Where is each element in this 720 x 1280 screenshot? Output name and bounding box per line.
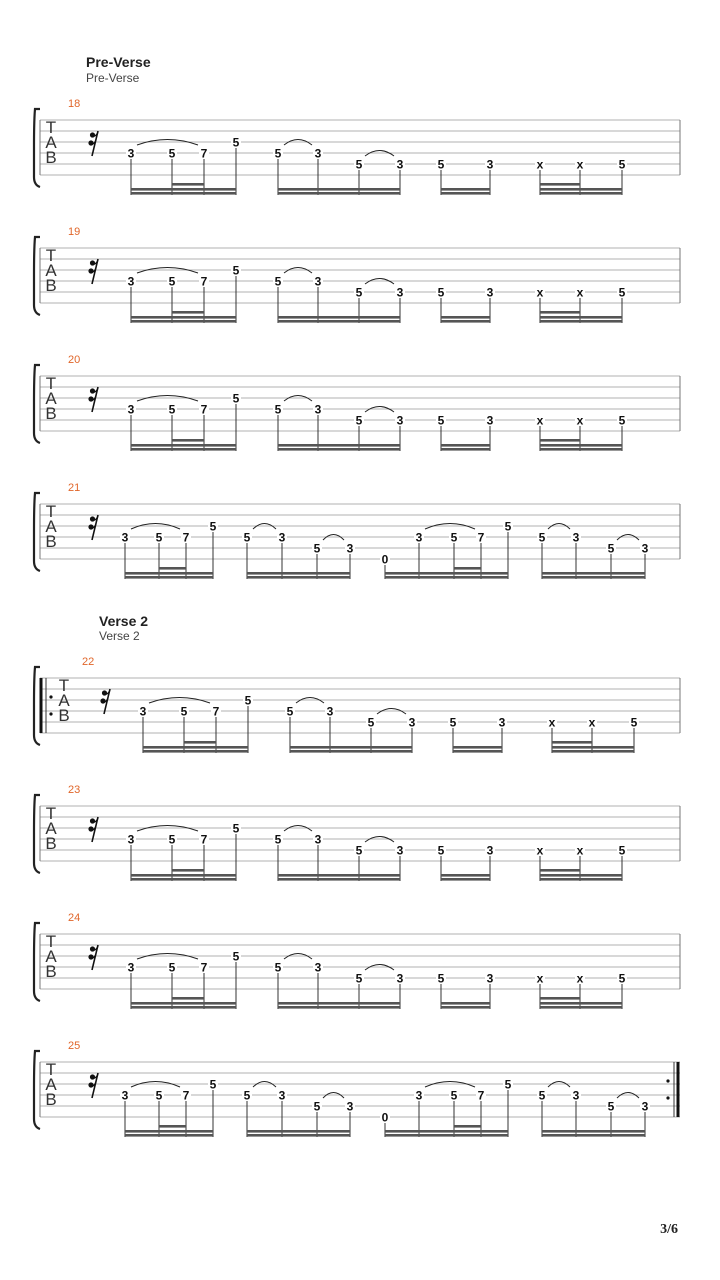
beam [278,448,400,451]
tab-clef-letter: T [45,502,57,521]
fret-number: x [536,157,544,172]
fret-number: 3 [498,715,506,730]
beam [143,750,248,753]
fret-number: 5 [618,843,626,858]
fret-number: 5 [355,157,363,172]
fret-number: 3 [314,274,322,289]
fret-number: x [576,413,584,428]
beam-secondary [454,1125,481,1128]
beam [131,878,236,881]
tab-clef-letter: T [45,246,57,265]
tab-staff [0,782,720,892]
fret-number: 5 [168,960,176,975]
fret-number: 5 [274,146,282,161]
beam [131,1002,236,1005]
beam [540,878,622,881]
fret-number: 5 [243,530,251,545]
fret-number: 5 [355,843,363,858]
beam [552,746,634,749]
staff-bracket [34,795,40,873]
staff-bracket [34,667,40,745]
beam-secondary [540,183,580,186]
repeat-dot [49,695,52,698]
beam [131,188,236,191]
fret-number: 3 [396,843,404,858]
fret-number: 3 [127,832,135,847]
fret-number: 3 [396,157,404,172]
tab-clef-letter: A [45,261,57,280]
fret-number: x [548,715,556,730]
fret-number: 5 [437,285,445,300]
beam [453,746,502,749]
fret-number: 5 [244,693,252,708]
fret-number: 5 [630,715,638,730]
beam [131,1006,236,1009]
beam [247,576,350,579]
beam [278,316,400,319]
fret-number: 5 [155,1088,163,1103]
fret-number: 5 [538,1088,546,1103]
fret-number: 3 [127,274,135,289]
tab-clef-letter: A [45,947,57,966]
sixteenth-rest-icon [100,689,110,714]
fret-number: 3 [314,402,322,417]
fret-number: 5 [437,843,445,858]
tab-staff [0,224,720,334]
fret-number: 3 [346,1099,354,1114]
tab-clef-letter: A [45,389,57,408]
beam [278,1002,400,1005]
beam [131,874,236,877]
fret-number: 5 [209,519,217,534]
beam [542,576,645,579]
section-subtitle-verse-2: Verse 2 [99,629,140,643]
tab-clef-letter: T [45,118,57,137]
fret-number: 7 [477,530,485,545]
repeat-dot [666,1079,669,1082]
fret-number: 3 [415,1088,423,1103]
staff-bracket [34,365,40,443]
fret-number: 5 [618,971,626,986]
staff-bracket [34,1051,40,1129]
fret-number: x [536,413,544,428]
fret-number: 5 [274,832,282,847]
beam-secondary [454,567,481,570]
fret-number: x [536,971,544,986]
fret-number: 3 [127,960,135,975]
fret-number: 5 [168,146,176,161]
tab-clef-letter: B [45,1090,57,1109]
tab-clef-letter: B [58,706,70,725]
fret-number: 3 [415,530,423,545]
measure-number: 25 [68,1040,81,1052]
fret-number: 3 [408,715,416,730]
beam [385,572,508,575]
beam [540,192,622,195]
beam [278,188,400,191]
fret-number: 5 [618,157,626,172]
measure-number: 21 [68,482,81,494]
beam [143,746,248,749]
fret-number: 5 [367,715,375,730]
fret-number: 5 [355,285,363,300]
fret-number: 5 [437,413,445,428]
fret-number: 5 [274,960,282,975]
fret-number: 3 [314,960,322,975]
fret-number: 5 [355,413,363,428]
sixteenth-rest-icon [88,817,98,842]
beam [125,572,213,575]
sixteenth-rest-icon [88,1073,98,1098]
tab-clef-letter: A [45,819,57,838]
beam-secondary [159,567,186,570]
beam [540,1006,622,1009]
beam [278,1006,400,1009]
fret-number: 5 [274,274,282,289]
tab-clef-letter: B [45,834,57,853]
fret-number: 7 [212,704,220,719]
beam-secondary [159,1125,186,1128]
tab-clef-letter: T [45,804,57,823]
fret-number: 5 [504,519,512,534]
beam [278,878,400,881]
tab-staff [0,96,720,206]
section-title-pre-verse: Pre-Verse [86,54,151,70]
fret-number: 3 [127,146,135,161]
section-title-verse-2: Verse 2 [99,613,149,629]
staff-bracket [34,237,40,315]
beam [441,1006,490,1009]
beam [441,192,490,195]
beam [542,1134,645,1137]
repeat-dot [666,1096,669,1099]
fret-number: 3 [278,530,286,545]
measure-number: 23 [68,784,81,796]
beam [542,572,645,575]
fret-number: 0 [381,1110,389,1125]
beam [540,320,622,323]
beam-secondary [172,997,204,1000]
measure-number: 18 [68,98,81,110]
fret-number: 5 [180,704,188,719]
beam [542,1130,645,1133]
fret-number: 5 [437,971,445,986]
staff-bracket [34,923,40,1001]
beam-secondary [540,869,580,872]
fret-number: 3 [121,1088,129,1103]
beam [125,1134,213,1137]
fret-number: 5 [243,1088,251,1103]
fret-number: 5 [168,832,176,847]
fret-number: 3 [139,704,147,719]
fret-number: 5 [437,157,445,172]
beam-secondary [172,183,204,186]
fret-number: x [576,971,584,986]
beam [385,1130,508,1133]
measure-number: 20 [68,354,81,366]
fret-number: 5 [286,704,294,719]
beam [441,316,490,319]
beam-secondary [172,439,204,442]
staff-bracket [34,493,40,571]
fret-number: 5 [232,949,240,964]
fret-number: 3 [396,413,404,428]
fret-number: x [576,843,584,858]
beam [290,750,412,753]
tab-staff [0,480,720,590]
tab-clef-letter: T [58,676,70,695]
fret-number: 5 [504,1077,512,1092]
fret-number: 7 [182,530,190,545]
tab-clef-letter: T [45,374,57,393]
beam-secondary [552,741,592,744]
fret-number: 5 [538,530,546,545]
tab-staff [0,352,720,462]
beam [247,1134,350,1137]
sixteenth-rest-icon [88,131,98,156]
beam [247,572,350,575]
fret-number: 5 [618,413,626,428]
fret-number: 7 [477,1088,485,1103]
fret-number: 7 [200,402,208,417]
beam [131,320,236,323]
beam [441,188,490,191]
beam [540,874,622,877]
beam [385,1134,508,1137]
fret-number: 5 [607,1099,615,1114]
fret-number: 3 [127,402,135,417]
section-subtitle-pre-verse: Pre-Verse [86,71,140,85]
fret-number: 3 [486,285,494,300]
measure-number: 19 [68,226,81,238]
fret-number: x [536,285,544,300]
beam [540,1002,622,1005]
sixteenth-rest-icon [88,515,98,540]
fret-number: 3 [486,157,494,172]
measure-number: 22 [82,656,95,668]
tab-clef-letter: A [45,133,57,152]
fret-number: 0 [381,552,389,567]
fret-number: 5 [450,1088,458,1103]
fret-number: 3 [326,704,334,719]
beam [278,444,400,447]
tab-clef-letter: T [45,932,57,951]
fret-number: 5 [155,530,163,545]
beam [540,188,622,191]
beam [540,448,622,451]
fret-number: 5 [449,715,457,730]
beam [247,1130,350,1133]
beam-secondary [540,997,580,1000]
beam [131,444,236,447]
tab-clef-letter: B [45,532,57,551]
beam [453,750,502,753]
fret-number: 7 [200,274,208,289]
tab-clef-letter: A [45,517,57,536]
fret-number: 3 [486,843,494,858]
tab-clef-letter: B [45,148,57,167]
fret-number: 5 [313,1099,321,1114]
fret-number: 5 [232,821,240,836]
beam [540,316,622,319]
beam-secondary [172,311,204,314]
beam [278,320,400,323]
fret-number: 7 [182,1088,190,1103]
beam [278,874,400,877]
fret-number: 3 [572,530,580,545]
fret-number: x [588,715,596,730]
beam-secondary [540,439,580,442]
beam [131,316,236,319]
beam-secondary [172,869,204,872]
sixteenth-rest-icon [88,259,98,284]
sixteenth-rest-icon [88,387,98,412]
tab-clef-letter: A [58,691,70,710]
fret-number: 7 [200,960,208,975]
fret-number: 5 [232,391,240,406]
repeat-dot [49,712,52,715]
fret-number: x [536,843,544,858]
fret-number: 3 [314,146,322,161]
beam [552,750,634,753]
fret-number: 3 [572,1088,580,1103]
tab-staff [0,1038,720,1148]
fret-number: 5 [607,541,615,556]
fret-number: 5 [168,274,176,289]
fret-number: 5 [313,541,321,556]
tab-staff [0,654,720,764]
beam [441,320,490,323]
page-number: 3/6 [660,1222,678,1237]
fret-number: 7 [200,832,208,847]
fret-number: x [576,157,584,172]
fret-number: 5 [209,1077,217,1092]
fret-number: 3 [314,832,322,847]
fret-number: 3 [486,413,494,428]
tab-clef-letter: B [45,962,57,981]
tab-clef-letter: T [45,1060,57,1079]
beam [441,1002,490,1005]
beam-secondary [540,311,580,314]
beam [540,444,622,447]
fret-number: 5 [618,285,626,300]
fret-number: 5 [450,530,458,545]
fret-number: 3 [121,530,129,545]
fret-number: x [576,285,584,300]
tab-clef-letter: B [45,404,57,423]
beam [131,448,236,451]
sixteenth-rest-icon [88,945,98,970]
tab-staff [0,910,720,1020]
beam [278,192,400,195]
fret-number: 3 [346,541,354,556]
beam-secondary [184,741,216,744]
fret-number: 5 [274,402,282,417]
measure-number: 24 [68,912,81,924]
fret-number: 5 [168,402,176,417]
beam [385,576,508,579]
beam [441,444,490,447]
beam [125,576,213,579]
fret-number: 5 [232,263,240,278]
fret-number: 5 [355,971,363,986]
beam [441,874,490,877]
beam [131,192,236,195]
beam [441,878,490,881]
fret-number: 3 [486,971,494,986]
fret-number: 3 [641,1099,649,1114]
staff-bracket [34,109,40,187]
fret-number: 5 [232,135,240,150]
fret-number: 3 [396,285,404,300]
fret-number: 3 [641,541,649,556]
beam [125,1130,213,1133]
tab-clef-letter: B [45,276,57,295]
fret-number: 7 [200,146,208,161]
beam [290,746,412,749]
fret-number: 3 [396,971,404,986]
beam [441,448,490,451]
fret-number: 3 [278,1088,286,1103]
tab-clef-letter: A [45,1075,57,1094]
